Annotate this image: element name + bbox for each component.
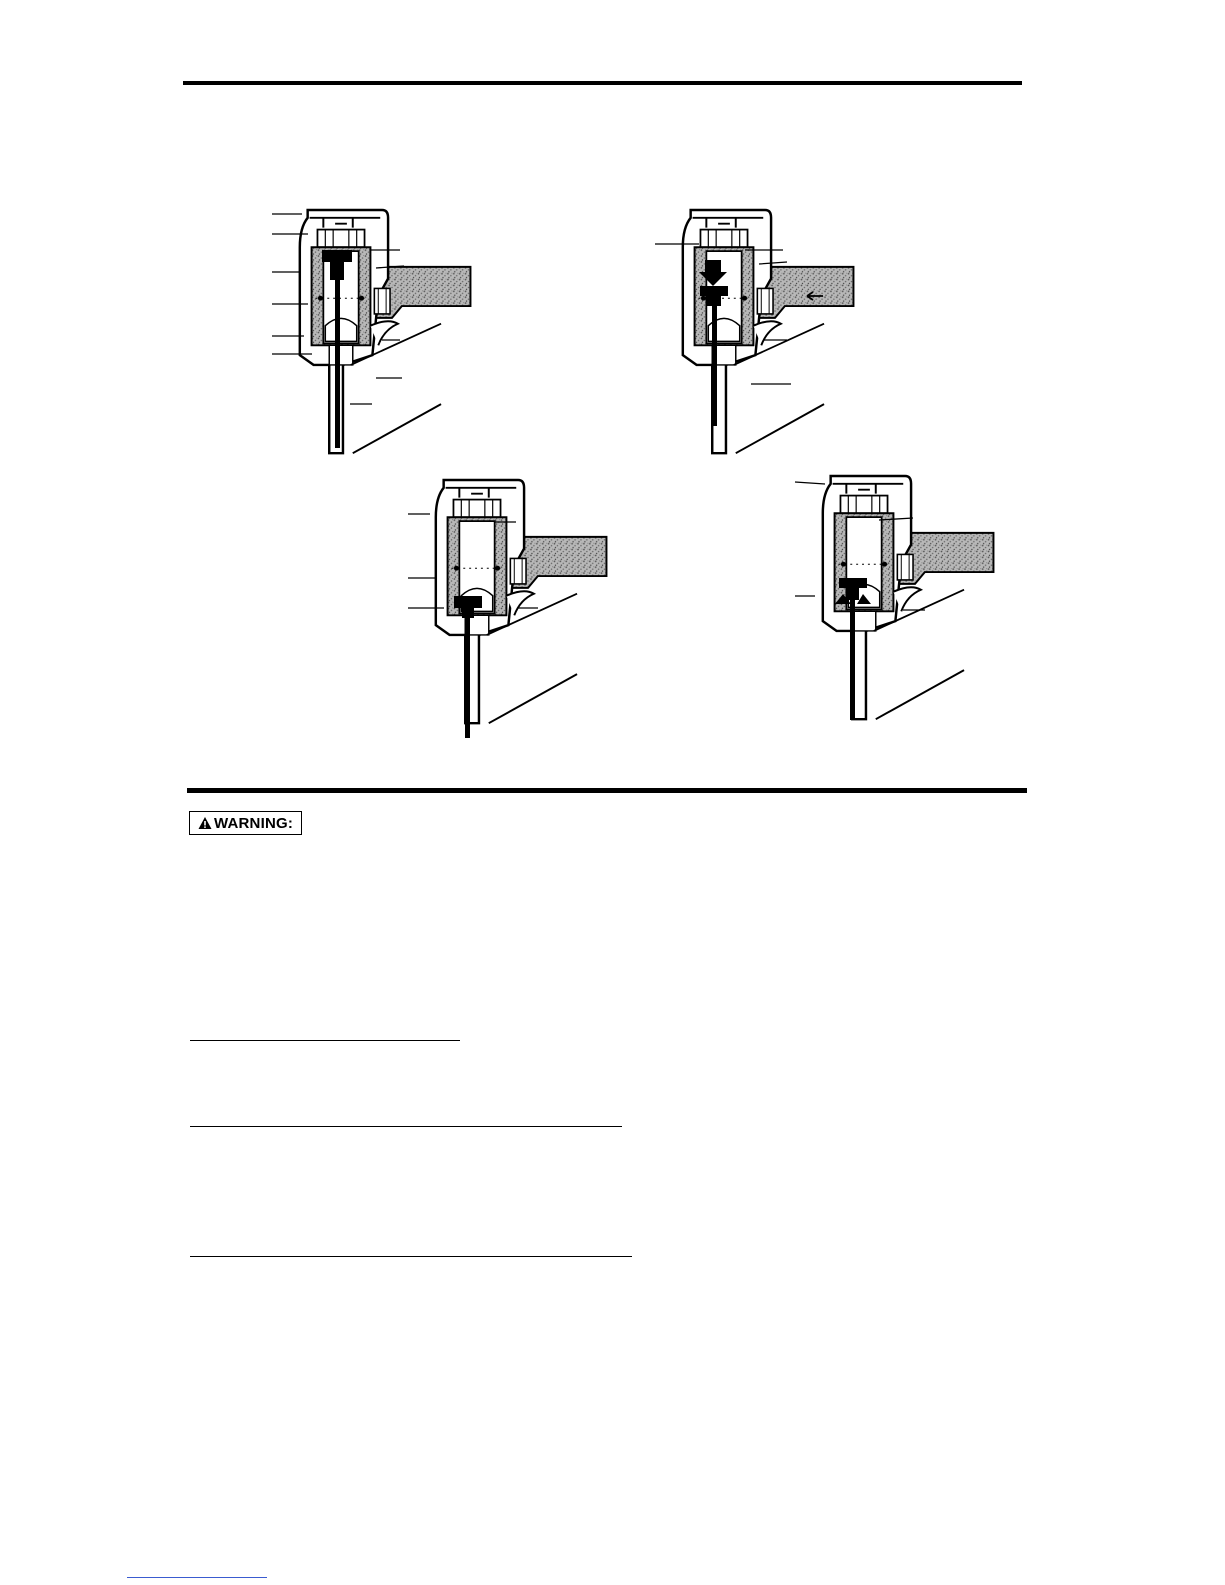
nailer-cycle-stage-1 (272, 208, 492, 463)
heading-underline-2 (190, 1126, 622, 1127)
nailer-cycle-stage-2 (655, 208, 875, 463)
footer-link-underline[interactable] (127, 1577, 267, 1578)
heading-underline-1 (190, 1040, 460, 1041)
nailer-cycle-stage-3 (408, 478, 628, 740)
warning-triangle-icon (198, 816, 212, 830)
section-rule (187, 788, 1027, 793)
warning-badge (189, 811, 302, 835)
warning-label: WARNING: (213, 814, 294, 832)
heading-underline-3 (190, 1256, 632, 1257)
top-rule (183, 81, 1022, 85)
nailer-cycle-stage-4 (795, 474, 1015, 732)
